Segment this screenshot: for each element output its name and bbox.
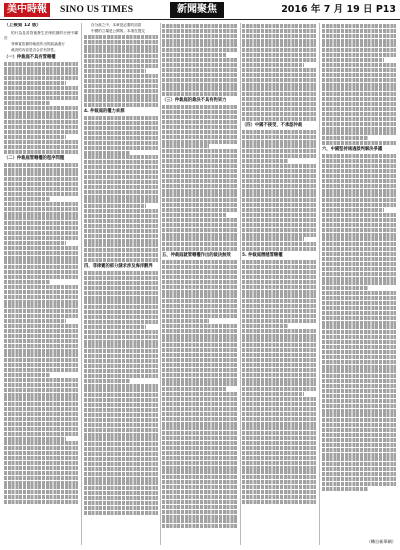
- section-heading: （二）仲裁庭管轄權的程序問題: [4, 155, 65, 161]
- section-heading: 5. 仲裁庭僭越管轄權: [242, 253, 283, 259]
- column-rule: [81, 23, 82, 545]
- article-column-3: [162, 23, 238, 545]
- article-column-2: [84, 23, 158, 545]
- section-heading: （三）仲裁庭的裁決不具有拘束力: [162, 98, 227, 104]
- section-heading: 六、中國堅持通過談判解決爭議: [322, 147, 383, 153]
- masthead: [0, 0, 400, 20]
- column-rule: [160, 23, 161, 545]
- intro-line-2: 菲律賓依據仲裁庭作出的結論進行: [11, 41, 65, 46]
- intro-line-5: 中國的立場是公開的。本項在提交: [91, 28, 145, 33]
- intro-line-3: 裁決的內容是否合法有效性。: [11, 47, 58, 52]
- date-and-page: [281, 3, 396, 17]
- section-title: 新聞聚焦: [170, 2, 224, 18]
- continuation-note: （上接第 12 版）: [4, 23, 42, 28]
- article-column-5: [322, 23, 396, 545]
- section-heading: （一）仲裁庭不具有管轄權: [4, 54, 56, 60]
- intro-line-4: 在分歧之中，本章是必要的詞語: [91, 23, 142, 27]
- article-column-1: [4, 23, 78, 545]
- newspaper-name-chinese: 美中時報: [4, 3, 50, 17]
- article-column-4: [242, 23, 316, 545]
- issue-date: 2016 年 7 月 19 日: [281, 4, 373, 15]
- article-body: [4, 23, 396, 545]
- page-number: P13: [375, 4, 396, 15]
- section-heading: （四）中國不接受、不承認仲裁: [242, 122, 303, 128]
- column-rule: [319, 23, 320, 545]
- section-heading: 四、菲律賓的部分請求涉及海洋劃界: [84, 264, 153, 270]
- newspaper-name-english: SINO US TIMES: [60, 5, 134, 15]
- source-credit: （轉自新華網）: [366, 539, 396, 544]
- section-heading: 4. 仲裁庭的權力來源: [84, 109, 125, 115]
- intro-line-1: 的行為及其背後發生法律依據的行使不屬於: [4, 31, 78, 40]
- column-rule: [240, 23, 241, 545]
- section-heading: 五、仲裁庭就管轄權作出的裁決無效: [162, 253, 231, 259]
